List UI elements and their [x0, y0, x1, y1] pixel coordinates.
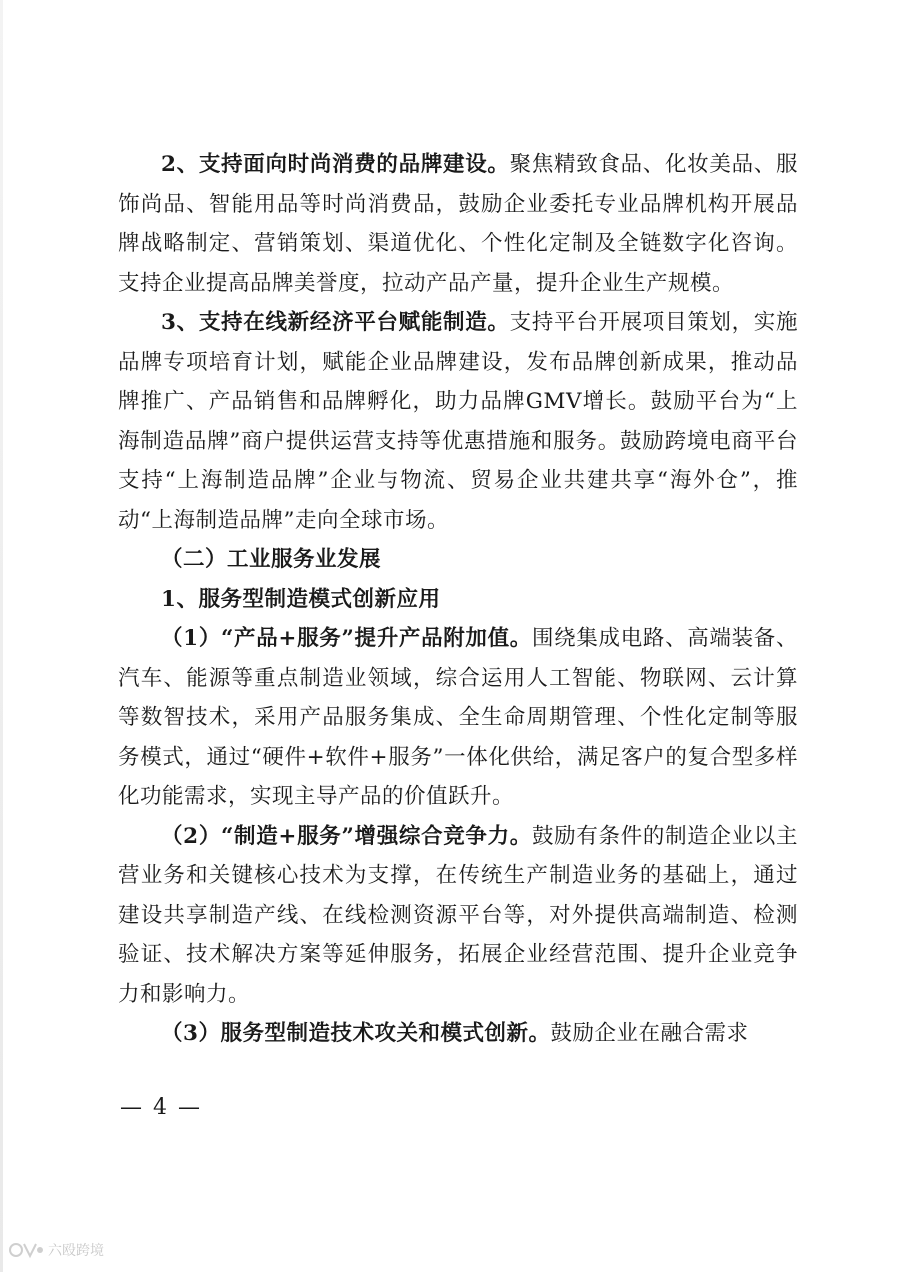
paragraph-lead: 2、支持面向时尚消费的品牌建设。: [161, 152, 510, 177]
paragraph-tech-innovation: [118, 1014, 798, 1054]
document-body: [118, 145, 798, 1054]
paragraph-lead: （1）“产品+服务”提升产品附加值。: [161, 626, 532, 651]
watermark-text: 六殴跨境: [48, 1243, 104, 1259]
paragraph-online-platform: [118, 303, 798, 540]
paragraph-lead: （3）服务型制造技术攻关和模式创新。: [161, 1021, 551, 1046]
paragraph-lead: 3、支持在线新经济平台赋能制造。: [161, 310, 510, 335]
scan-edge: [0, 0, 3, 1272]
paragraph-text: 鼓励有条件的制造企业以主营业务和关键核心技术为支撑，在传统生产制造业务的基础上，通过建设共享制造产线、在线检测资源平台等，对外提供高端制造、检测验证、技术解决方案等延伸服务，拓展企业经营范围、提升企业竞争力和影响力。: [118, 823, 798, 1007]
watermark-logo-icon: [8, 1240, 44, 1260]
paragraph-text: 支持平台开展项目策划，实施品牌专项培育计划，赋能企业品牌建设，发布品牌创新成果，推动品牌推广、产品销售和品牌孵化，助力品牌GMV增长。鼓励平台为“上海制造品牌”商户提供运营支持等优惠措施和服务。鼓励跨境电商平台支持“上海制造品牌”企业与物流、贸易企业共建共享“海外仓”，推动“上海制造品牌”走向全球市场。: [118, 310, 798, 533]
paragraph-brand-building: [118, 145, 798, 303]
paragraph-text: 围绕集成电路、高端装备、汽车、能源等重点制造业领域，综合运用人工智能、物联网、云计算等数智技术，采用产品服务集成、全生命周期管理、个性化定制等服务模式，通过“硬件+软件+服务”一体化供给，满足客户的复合型多样化功能需求，实现主导产品的价值跃升。: [118, 626, 798, 809]
watermark: [8, 1240, 104, 1260]
paragraph-text: 鼓励企业在融合需求: [550, 1021, 749, 1046]
paragraph-manufacturing-service: [118, 817, 798, 1015]
paragraph-text: 聚焦精致食品、化妆美品、服饰尚品、智能用品等时尚消费品，鼓励企业委托专业品牌机构开展品牌战略制定、营销策划、渠道优化、个性化定制及全链数字化咨询。支持企业提高品牌美誉度，拉动产品产量，提升企业生产规模。: [118, 152, 798, 296]
page-number: — 4 —: [120, 1095, 202, 1120]
paragraph-product-service: [118, 619, 798, 817]
subsection-heading: 1、服务型制造模式创新应用: [161, 586, 441, 612]
paragraph-lead: （2）“制造+服务”增强综合竞争力。: [161, 823, 532, 849]
section-heading: （二）工业服务业发展: [161, 547, 382, 572]
